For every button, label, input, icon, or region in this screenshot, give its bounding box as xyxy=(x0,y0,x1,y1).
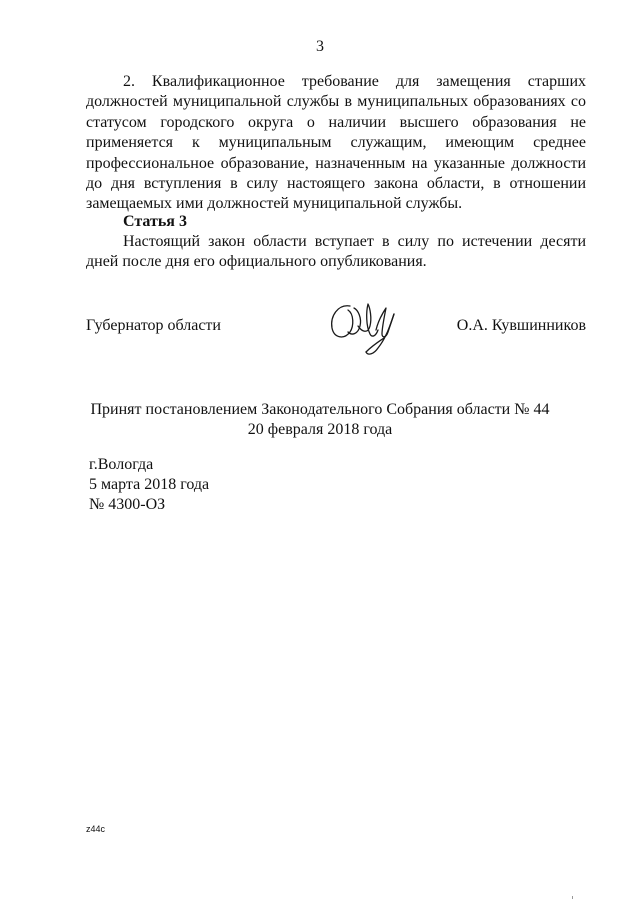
issue-date: 5 марта 2018 года xyxy=(89,476,210,493)
governor-title: Губернатор области xyxy=(86,317,221,334)
article-heading: Статья 3 xyxy=(123,213,187,230)
adoption-note xyxy=(0,400,640,440)
page-number: 3 xyxy=(316,38,324,55)
adoption-line-1: Принят постановлением Законодательного Собрания области № 44 xyxy=(90,401,550,418)
document-code: z44c xyxy=(86,824,106,834)
issue-details xyxy=(89,455,209,515)
paragraph-qualification-requirement: 2. Квалификационное требование для замещения старших должностей муниципальной службы в муниципальных образованиях со статусом городского округа о наличии высшего образования не применяется к муниципальным служащим, имеющим среднее профессиональное образование, назначенным на указанные должности до дня вступления в силу настоящего закона области, в отношении замещаемых ими должностей муниципальной службы. xyxy=(86,73,586,213)
scan-mark xyxy=(572,896,573,899)
issue-number: № 4300-ОЗ xyxy=(89,496,166,513)
handwritten-signature xyxy=(324,292,404,360)
issue-city: г.Вологда xyxy=(89,456,154,473)
governor-name: О.А. Кувшинников xyxy=(456,317,586,334)
adoption-line-2: 20 февраля 2018 года xyxy=(247,421,393,438)
paragraph-entry-into-force: Настоящий закон области вступает в силу по истечении десяти дней после дня его официального опубликования. xyxy=(86,233,586,271)
